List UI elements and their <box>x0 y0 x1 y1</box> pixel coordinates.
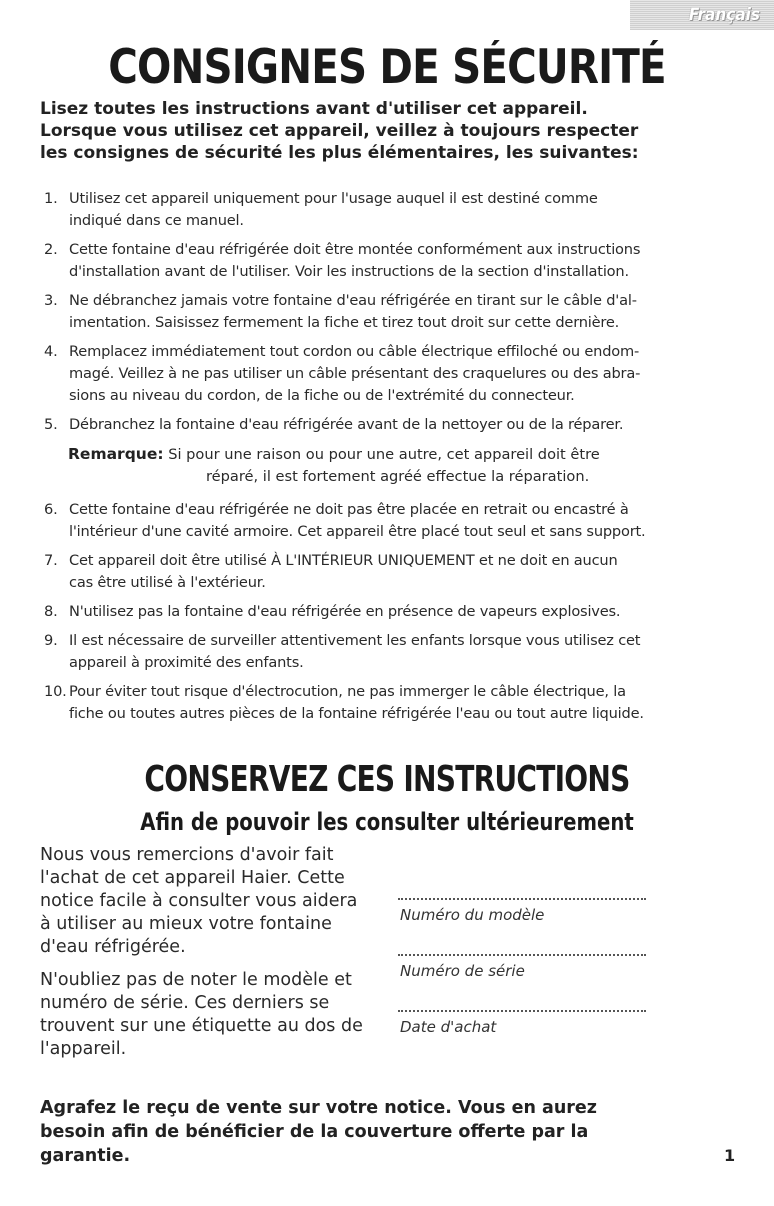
rule-line: Utilisez cet appareil uniquement pour l'usage auquel il est destiné comme <box>69 190 598 207</box>
body-paragraph: Nous vous remercions d'avoir fait l'achat de cet appareil Haier. Cette notice facile à consulter vous aidera à utiliser au mieux votre fontaine d'eau réfrigérée. <box>40 845 358 957</box>
page-number: 1 <box>724 1146 736 1165</box>
rule-line: d'installation avant de l'utiliser. Voir les instructions de la section d'installation. <box>69 263 629 280</box>
rule-line: Ne débranchez jamais votre fontaine d'eau réfrigérée en tirant sur le câble d'al- <box>69 292 637 309</box>
safety-rule <box>44 341 744 407</box>
closing-line: Agrafez le reçu de vente sur votre notice. Vous en aurez <box>40 1098 597 1118</box>
safety-rule <box>44 550 744 594</box>
rule-line: imentation. Saisissez fermement la fiche et tirez tout droit sur cette dernière. <box>69 314 620 331</box>
safety-rule <box>44 239 744 283</box>
safety-rule <box>44 188 744 232</box>
fill-in-line <box>398 1010 646 1012</box>
field-label: Date d'achat <box>400 1018 497 1036</box>
intro-line: Lisez toutes les instructions avant d'utiliser cet appareil. <box>40 99 588 119</box>
rule-line: Cet appareil doit être utilisé À L'INTÉRIEUR UNIQUEMENT et ne doit en aucun <box>69 552 618 569</box>
receipt-reminder <box>40 1096 720 1168</box>
intro-line: Lorsque vous utilisez cet appareil, veillez à toujours respecter <box>40 121 639 141</box>
intro-text <box>40 98 760 164</box>
body-paragraph: N'oubliez pas de noter le modèle et numéro de série. Ces derniers se trouvent sur une étiquette au dos de l'appareil. <box>40 970 363 1059</box>
rule-line: Il est nécessaire de surveiller attentivement les enfants lorsque vous utilisez cet <box>69 632 641 649</box>
remark-line: Si pour une raison ou pour une autre, cet appareil doit être <box>168 446 600 463</box>
closing-line: besoin afin de bénéficier de la couverture offerte par la <box>40 1122 589 1142</box>
rule-line: sions au niveau du cordon, de la fiche ou de l'extrémité du connecteur. <box>69 387 575 404</box>
rule-line: cas être utilisé à l'extérieur. <box>69 574 266 591</box>
safety-rule <box>44 630 744 674</box>
rule-line: Cette fontaine d'eau réfrigérée ne doit pas être placée en retrait ou encastré à <box>69 501 629 518</box>
remark-line: réparé, il est fortement agréé effectue la réparation. <box>206 468 590 485</box>
serial-number-field <box>398 954 646 980</box>
safety-rule <box>44 290 744 334</box>
rule-number: 8. <box>44 603 58 620</box>
rule-line: appareil à proximité des enfants. <box>69 654 304 671</box>
safety-rules-list <box>44 188 744 732</box>
safety-rule <box>44 601 744 623</box>
rule-line: fiche ou toutes autres pièces de la fontaine réfrigérée l'eau ou tout autre liquide. <box>69 705 644 722</box>
rule-number: 6. <box>44 501 58 518</box>
rule-line: Pour éviter tout risque d'électrocution, ne pas immerger le câble électrique, la <box>69 683 626 700</box>
page-title: CONSIGNES DE SÉCURITÉ <box>108 40 666 95</box>
safety-rule <box>44 499 744 543</box>
language-tab <box>630 0 774 30</box>
thank-you-text <box>40 844 370 1071</box>
rule-line: Débranchez la fontaine d'eau réfrigérée avant de la nettoyer ou de la réparer. <box>69 416 624 433</box>
rule-number: 9. <box>44 632 58 649</box>
rule-number: 10. <box>44 683 67 700</box>
fill-in-line <box>398 954 646 956</box>
rule-number: 1. <box>44 190 58 207</box>
language-tab-label: Français <box>688 5 760 25</box>
rule-number: 5. <box>44 416 58 433</box>
purchase-date-field <box>398 1010 646 1036</box>
remark-label: Remarque: <box>68 445 164 463</box>
safety-rule <box>44 414 744 436</box>
rule-number: 3. <box>44 292 58 309</box>
rule-line: Remplacez immédiatement tout cordon ou câble électrique effiloché ou endom- <box>69 343 640 360</box>
intro-line: les consignes de sécurité les plus élémentaires, les suivantes: <box>40 143 639 163</box>
safety-rule <box>44 681 744 725</box>
save-instructions-subtitle: Afin de pouvoir les consulter ultérieurement <box>140 808 634 836</box>
remark-note <box>68 443 744 488</box>
rule-line: magé. Veillez à ne pas utiliser un câble présentant des craquelures ou des abra- <box>69 365 641 382</box>
field-label: Numéro du modèle <box>400 906 545 924</box>
rule-number: 2. <box>44 241 58 258</box>
model-number-field <box>398 898 646 924</box>
field-label: Numéro de série <box>400 962 525 980</box>
rule-line: indiqué dans ce manuel. <box>69 212 244 229</box>
fill-in-line <box>398 898 646 900</box>
closing-line: garantie. <box>40 1146 131 1166</box>
save-instructions-title: CONSERVEZ CES INSTRUCTIONS <box>144 759 630 800</box>
rule-number: 4. <box>44 343 58 360</box>
rule-line: N'utilisez pas la fontaine d'eau réfrigérée en présence de vapeurs explosives. <box>69 603 621 620</box>
rule-number: 7. <box>44 552 58 569</box>
rule-line: l'intérieur d'une cavité armoire. Cet appareil être placé tout seul et sans support. <box>69 523 646 540</box>
rule-line: Cette fontaine d'eau réfrigérée doit être montée conformément aux instructions <box>69 241 641 258</box>
